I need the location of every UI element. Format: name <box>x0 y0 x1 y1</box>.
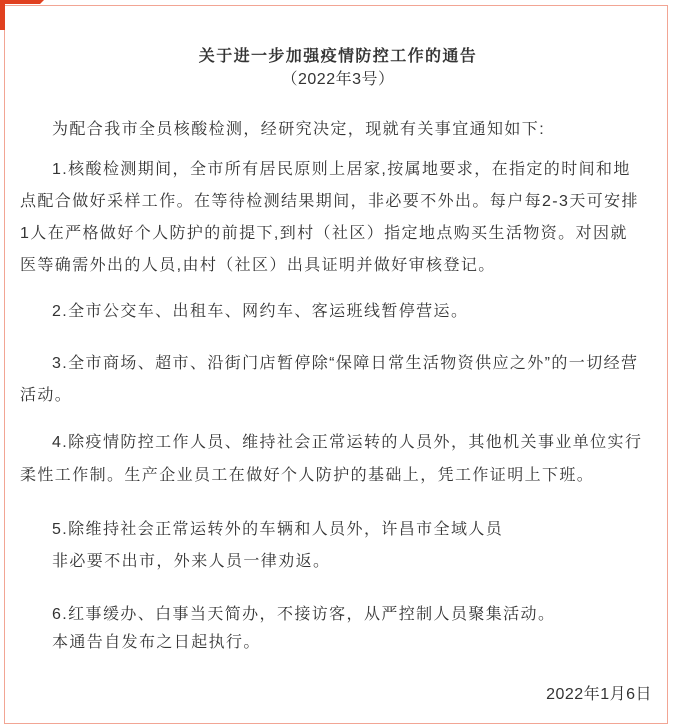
item-3-line: 活动。 <box>20 387 73 404</box>
item-1-line: 点配合做好采样工作。在等待检测结果期间，非必要不外出。每户每2-3天可安排 <box>20 193 639 210</box>
notice-date: 2022年1月6日 <box>546 686 652 703</box>
item-4-line: 4.除疫情防控工作人员、维持社会正常运转的人员外，其他机关事业单位实行 <box>52 434 643 451</box>
item-1-line: 1.核酸检测期间，全市所有居民原则上居家,按属地要求，在指定的时间和地 <box>52 161 631 178</box>
item-4-line: 柔性工作制。生产企业员工在做好个人防护的基础上，凭工作证明上下班。 <box>20 467 595 484</box>
item-5-line: 非必要不出市，外来人员一律劝返。 <box>52 553 331 570</box>
item-6-line: 6.红事缓办、白事当天简办，不接访客，从严控制人员聚集活动。 <box>52 606 556 623</box>
item-5-line: 5.除维持社会正常运转外的车辆和人员外，许昌市全域人员 <box>52 521 504 538</box>
item-1-line: 医等确需外出的人员,由村（社区）出具证明并做好审核登记。 <box>20 257 496 274</box>
corner-decoration-icon <box>0 0 44 30</box>
intro-paragraph: 为配合我市全员核酸检测，经研究决定，现就有关事宜通知如下: <box>52 121 546 138</box>
item-1-line: 1人在严格做好个人防护的前提下,到村（社区）指定地点购买生活物资。对因就 <box>20 225 628 242</box>
item-2-line: 2.全市公交车、出租车、网约车、客运班线暂停营运。 <box>52 303 469 320</box>
notice-title: 关于进一步加强疫情防控工作的通告 <box>198 48 478 65</box>
item-3-line: 3.全市商场、超市、沿街门店暂停除“保障日常生活物资供应之外”的一切经营 <box>52 355 639 372</box>
notice-number: （2022年3号） <box>281 71 395 88</box>
effective-statement: 本通告自发布之日起执行。 <box>52 634 261 651</box>
